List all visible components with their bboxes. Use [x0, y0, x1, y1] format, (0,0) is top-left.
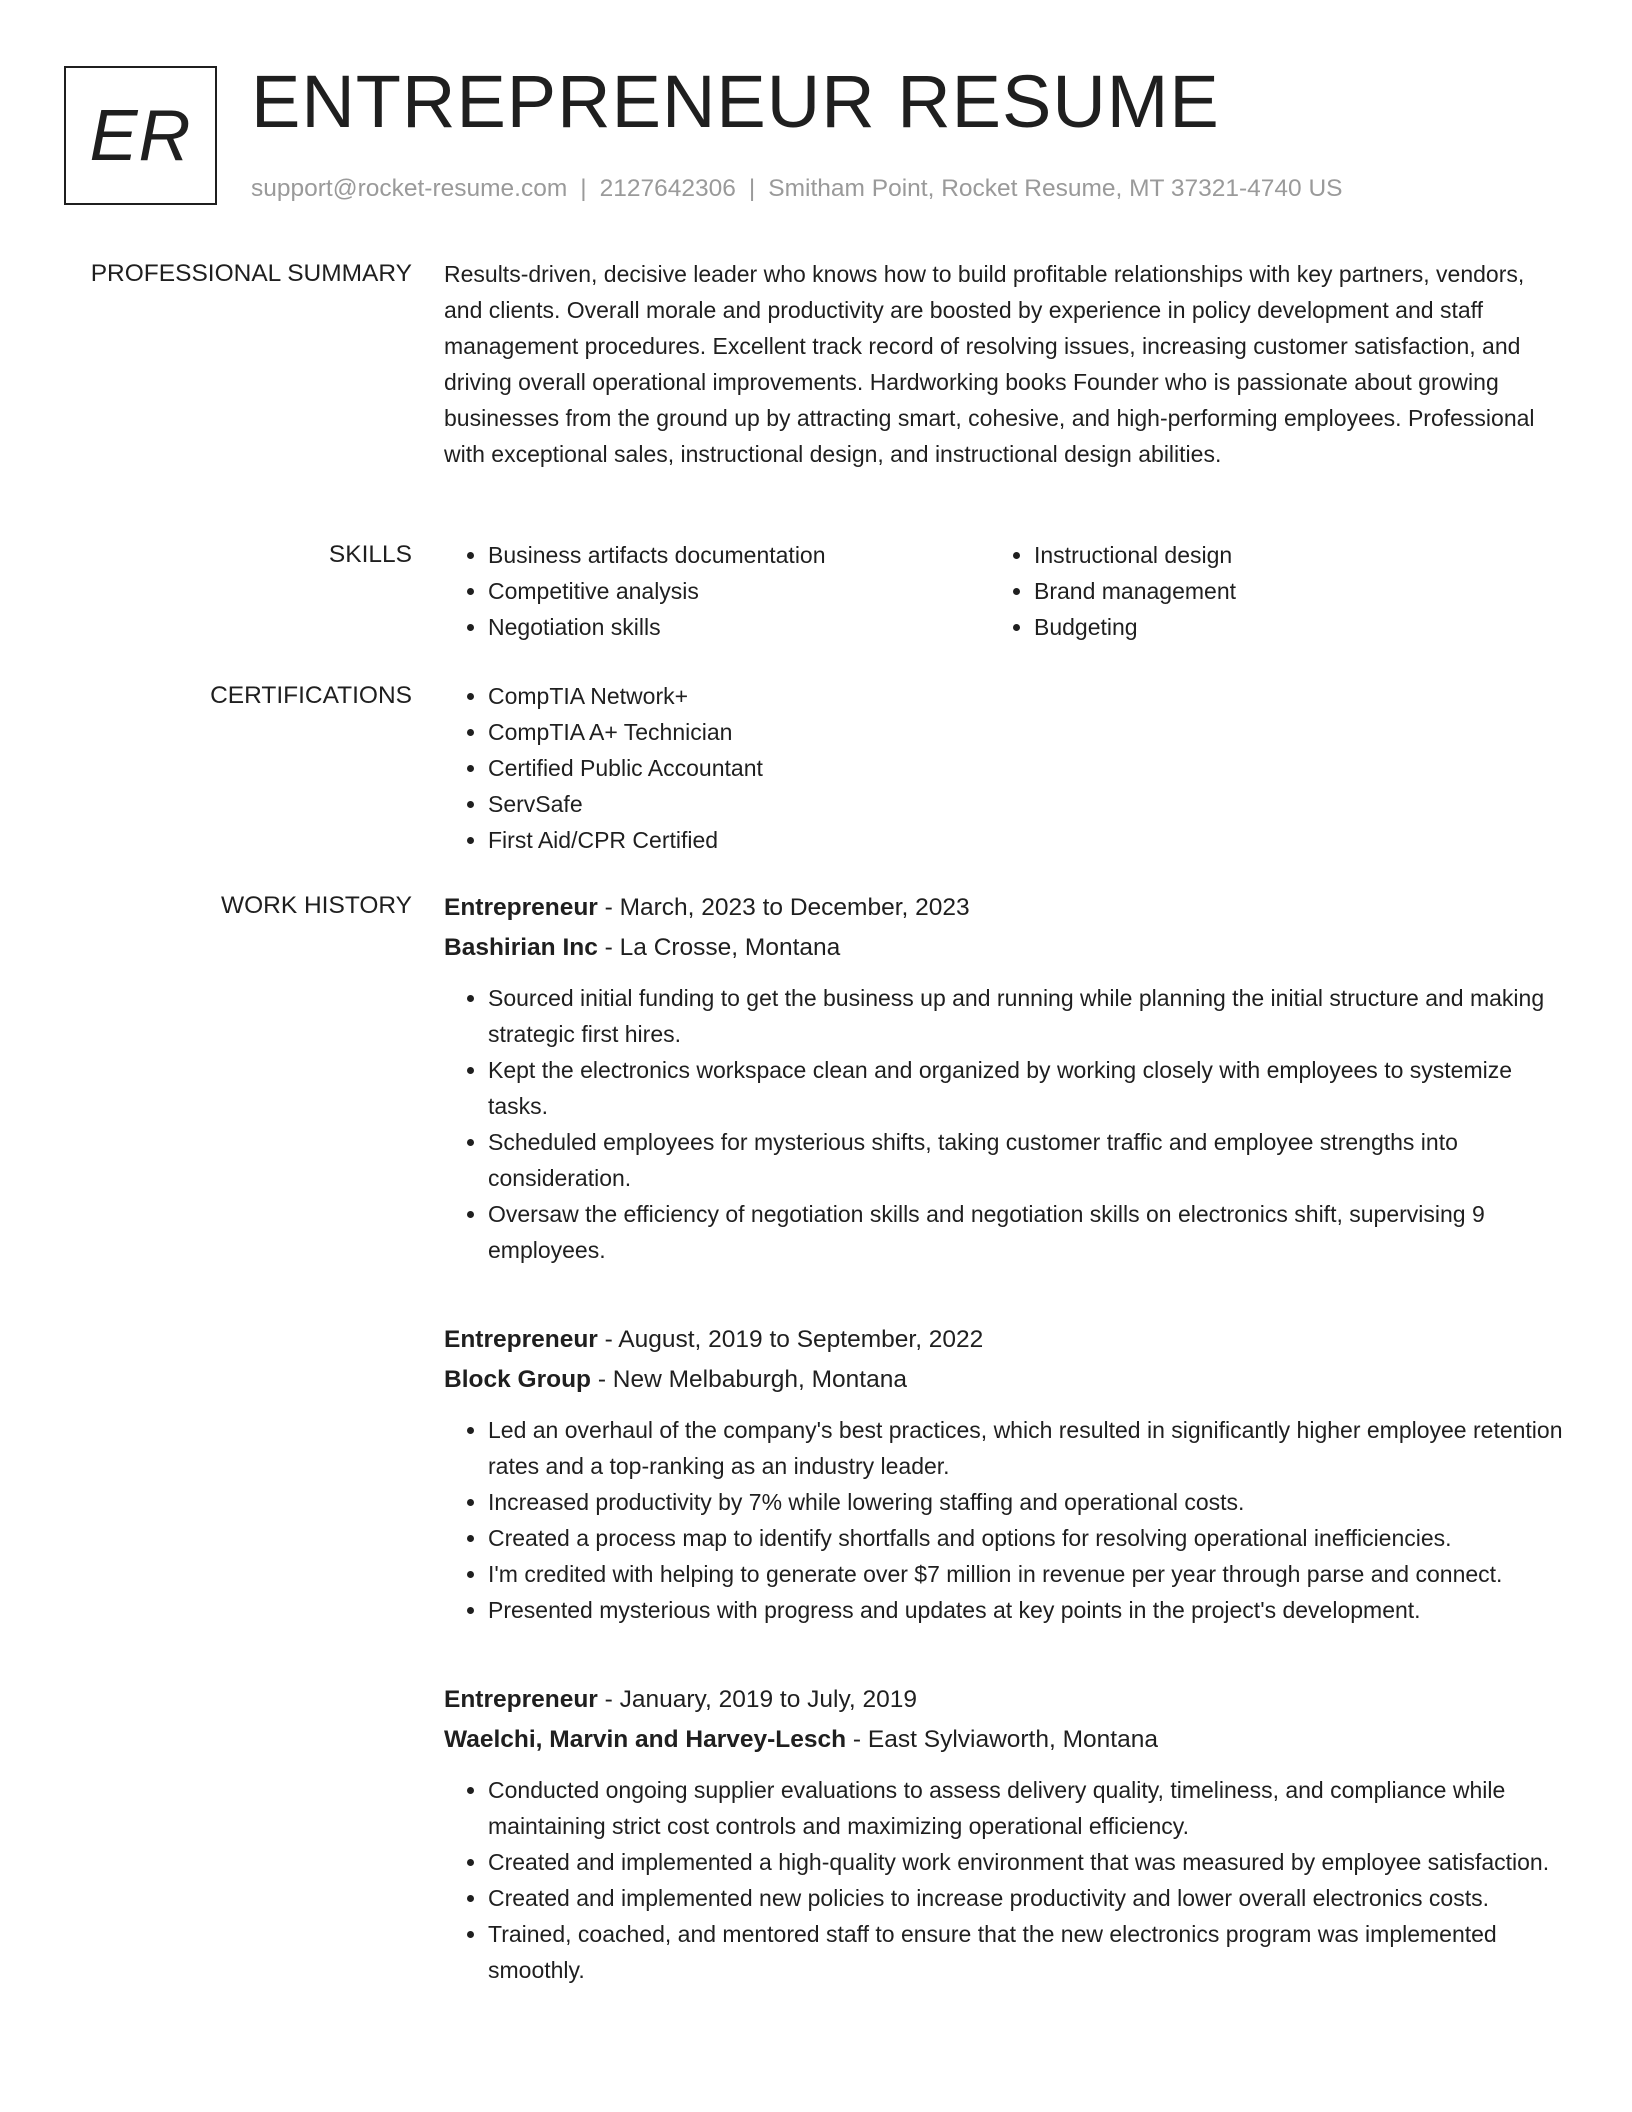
job-role-line: [444, 1320, 1564, 1360]
job-bullet: • I'm credited with helping to generate over $7 million in revenue per year through parse and connect.: [488, 1556, 1564, 1592]
job-bullet: • Increased productivity by 7% while lowering staffing and operational costs.: [488, 1484, 1564, 1520]
skill-item: • Budgeting: [1034, 609, 1536, 645]
job-bullet: • Kept the electronics workspace clean and organized by working closely with employees to systemize tasks.: [488, 1052, 1564, 1124]
job-role: Entrepreneur: [444, 1686, 598, 1713]
job-company: Waelchi, Marvin and Harvey-Lesch: [444, 1726, 847, 1753]
job-bullet: • Presented mysterious with progress and updates at key points in the project's development.: [488, 1592, 1564, 1628]
skill-item: • Instructional design: [1034, 537, 1536, 573]
skills-grid: [444, 537, 1564, 645]
job-entry: [444, 1320, 1564, 1628]
job-bullet: • Oversaw the efficiency of negotiation skills and negotiation skills on electronics shift, supervising 9 employees.: [488, 1196, 1564, 1268]
job-company-line: [444, 1720, 1564, 1760]
skill-item: • Business artifacts documentation: [488, 537, 990, 573]
work-history-body: [444, 888, 1564, 1988]
job-company-line: [444, 928, 1564, 968]
skills-column-right: [990, 537, 1536, 645]
job-company: Bashirian Inc: [444, 934, 598, 961]
section-title-summary: PROFESSIONAL SUMMARY: [90, 260, 412, 287]
resume-name: ENTREPRENEUR RESUME: [251, 60, 1220, 143]
section-title-certifications: CERTIFICATIONS: [210, 682, 412, 709]
certifications-body: [444, 678, 1564, 858]
job-bullet: • Conducted ongoing supplier evaluations to assess delivery quality, timeliness, and compliance while maintaining strict cost controls and maximizing operational efficiency.: [488, 1772, 1564, 1844]
skill-item: • Negotiation skills: [488, 609, 990, 645]
certification-item: • Certified Public Accountant: [488, 750, 1564, 786]
certification-item: • CompTIA Network+: [488, 678, 1564, 714]
certification-item: • First Aid/CPR Certified: [488, 822, 1564, 858]
contact-address: Smitham Point, Rocket Resume, MT 37321-4740 US: [768, 175, 1343, 202]
skill-item: • Brand management: [1034, 573, 1536, 609]
summary-body: [444, 256, 1564, 472]
job-bullet: • Created a process map to identify shortfalls and options for resolving operational inefficiencies.: [488, 1520, 1564, 1556]
job-bullet: • Sourced initial funding to get the business up and running while planning the initial structure and making strategic first hires.: [488, 980, 1564, 1052]
skills-body: [444, 537, 1564, 645]
contact-separator: |: [580, 175, 587, 202]
job-dates: - March, 2023 to December, 2023: [597, 894, 970, 921]
job-location: - East Sylviaworth, Montana: [846, 1726, 1158, 1753]
job-role-line: [444, 888, 1564, 928]
job-role: Entrepreneur: [444, 1326, 598, 1353]
job-company-line: [444, 1360, 1564, 1400]
job-dates: - August, 2019 to September, 2022: [597, 1326, 984, 1353]
job-role: Entrepreneur: [444, 894, 598, 921]
section-title-work-history: WORK HISTORY: [220, 892, 412, 919]
job-location: - New Melbaburgh, Montana: [591, 1366, 907, 1393]
contact-line: [251, 172, 1342, 206]
job-location: - La Crosse, Montana: [597, 934, 841, 961]
section-title-skills: SKILLS: [328, 541, 412, 568]
skills-column-left: [444, 537, 990, 645]
job-role-line: [444, 1680, 1564, 1720]
job-bullet: • Led an overhaul of the company's best practices, which resulted in significantly higher employee retention rates and a top-ranking as an industry leader.: [488, 1412, 1564, 1484]
initials-monogram: ER: [64, 66, 217, 205]
contact-phone: 2127642306: [599, 175, 736, 202]
job-dates: - January, 2019 to July, 2019: [597, 1686, 917, 1713]
certification-item: • CompTIA A+ Technician: [488, 714, 1564, 750]
job-bullet: • Scheduled employees for mysterious shifts, taking customer traffic and employee strengths into consideration.: [488, 1124, 1564, 1196]
job-bullet: • Created and implemented new policies to increase productivity and lower overall electronics costs.: [488, 1880, 1564, 1916]
contact-email: support@rocket-resume.com: [251, 175, 568, 202]
job-entry: [444, 1680, 1564, 1988]
job-bullet: • Trained, coached, and mentored staff to ensure that the new electronics program was implemented smoothly.: [488, 1916, 1564, 1988]
certification-item: • ServSafe: [488, 786, 1564, 822]
job-bullet: • Created and implemented a high-quality work environment that was measured by employee satisfaction.: [488, 1844, 1564, 1880]
skill-item: • Competitive analysis: [488, 573, 990, 609]
summary-text: Results-driven, decisive leader who knows how to build profitable relationships with key partners, vendors, and clients. Overall morale and productivity are boosted by experience in policy development and staff management procedures. Excellent track record of resolving issues, increasing customer satisfaction, and driving overall operational improvements. Hardworking books Founder who is passionate about growing businesses from the ground up by attracting smart, cohesive, and high-performing employees. Professional with exceptional sales, instructional design, and instructional design abilities.: [444, 261, 1535, 467]
job-entry: [444, 888, 1564, 1268]
contact-separator: |: [748, 175, 756, 202]
job-company: Block Group: [444, 1366, 592, 1393]
